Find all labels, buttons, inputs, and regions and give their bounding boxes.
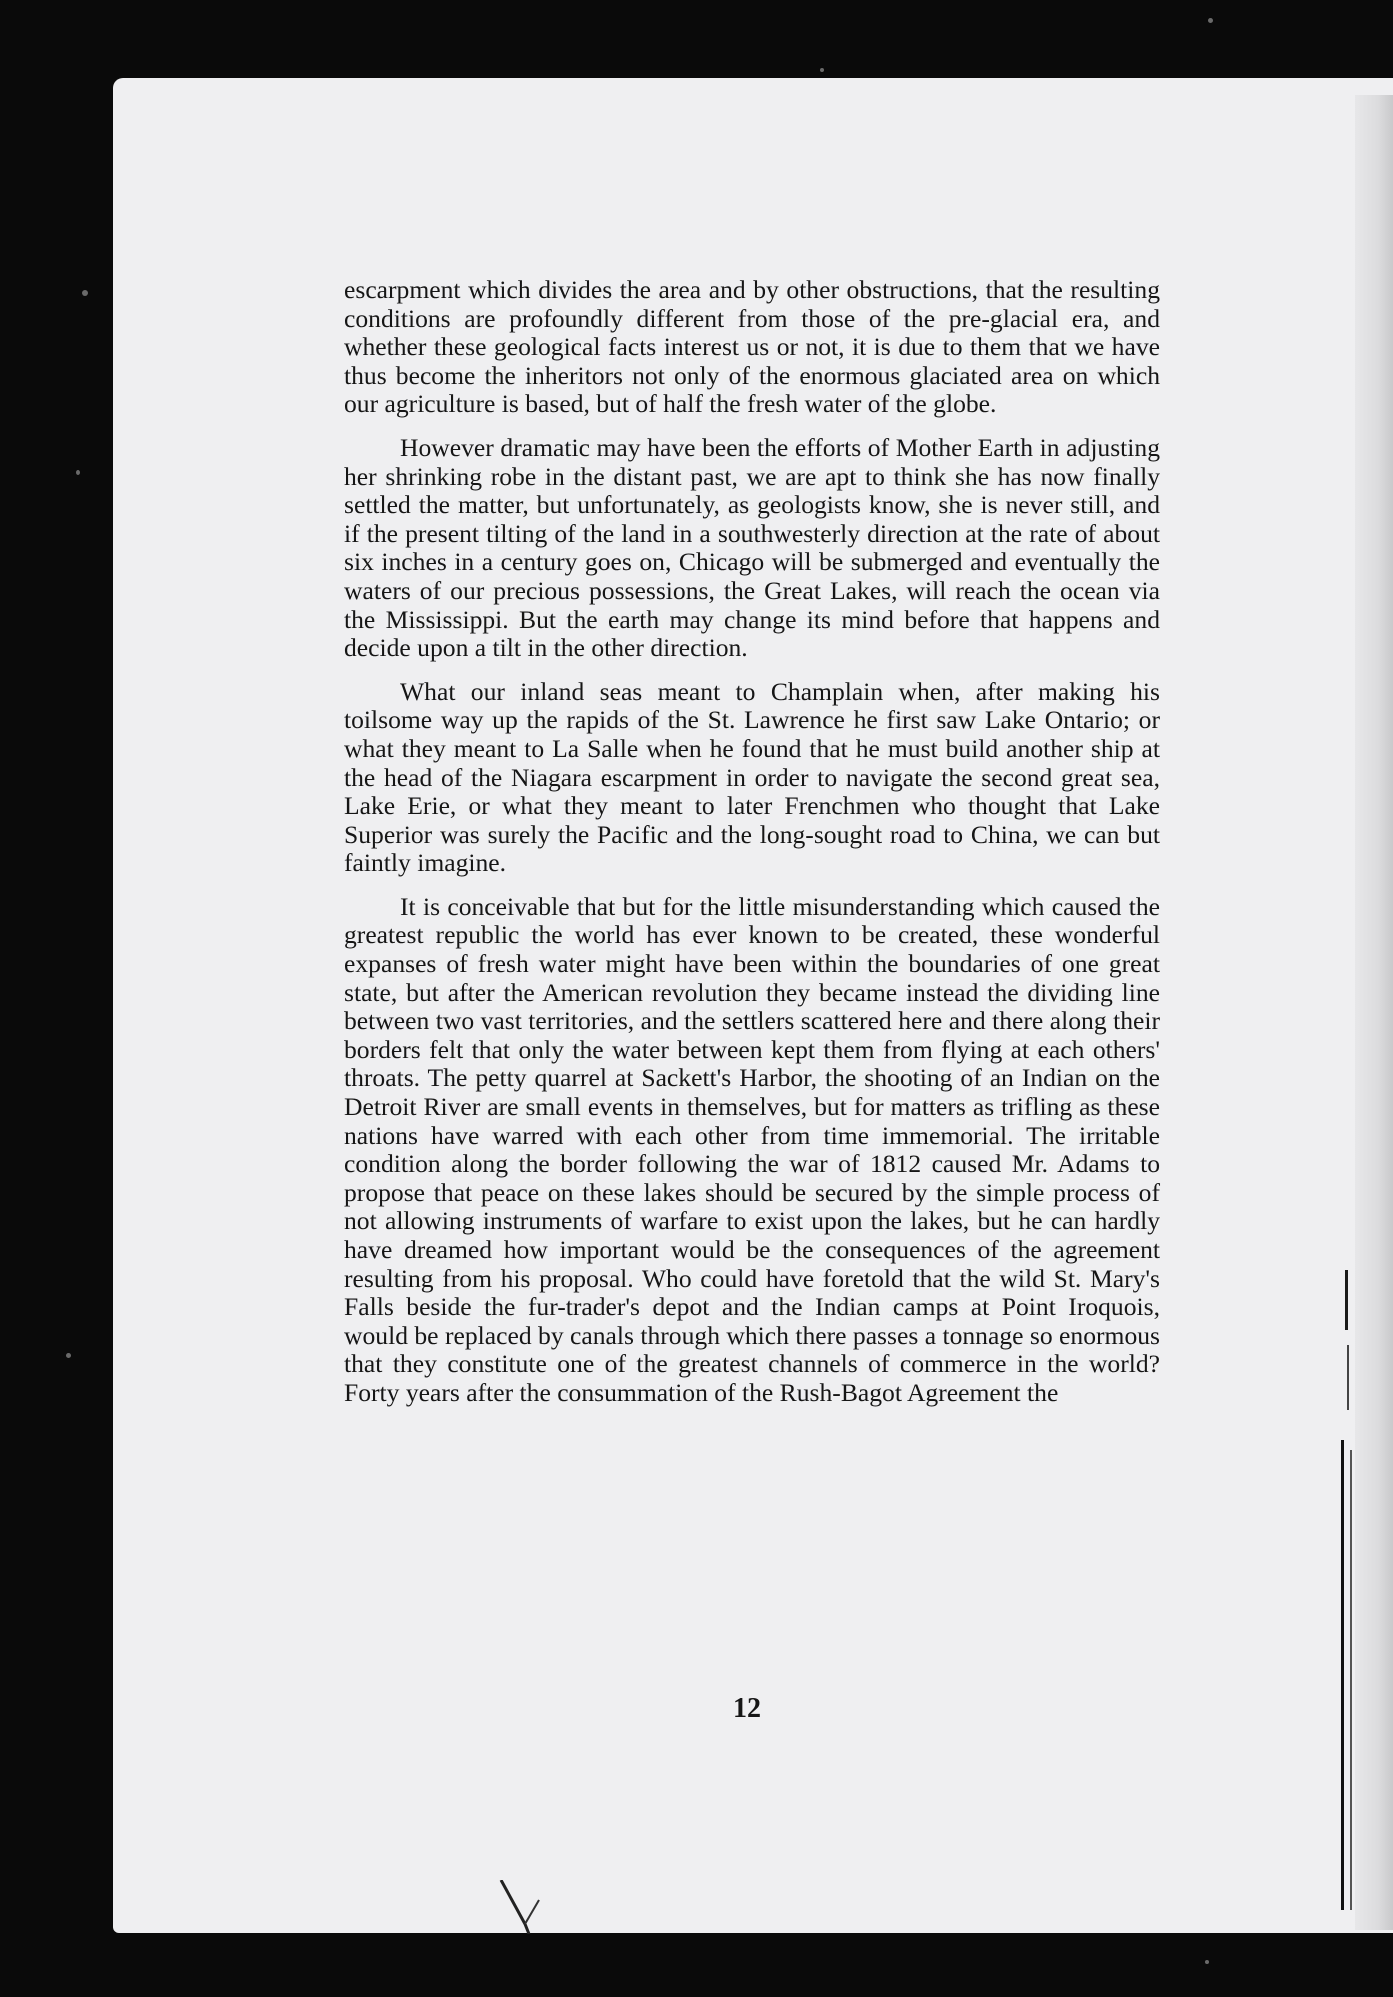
scan-speck xyxy=(1205,1960,1209,1964)
paragraph: escarpment which divides the area and by other obstructions, that the resulting conditions are profoundly different from those of the pre-glacial era, and whether these geological facts interest us or not, it is due to them that we have thus become the inheritors not only of the enormous glaciated area on which our agriculture is based, but of half the fresh water of the globe. xyxy=(344,275,1160,419)
scan-artifact-line xyxy=(1347,1345,1349,1410)
body-text xyxy=(344,276,1160,1423)
page-gutter-edge xyxy=(1355,95,1393,1930)
scan-artifact-mark xyxy=(495,1880,545,1934)
paragraph: However dramatic may have been the efforts of Mother Earth in adjusting her shrinking robe in the distant past, we are apt to think she has now finally settled the matter, but unfortunately, as geologists know, she is never still, and if the present tilting of the land in a southwesterly direction at the rate of about six inches in a century goes on, Chicago will be submerged and eventually the waters of our precious possessions, the Great Lakes, will reach the ocean via the Mississippi. But the earth may change its mind before that happens and decide upon a tilt in the other direction. xyxy=(344,432,1160,663)
scan-speck xyxy=(76,470,80,475)
scan-artifact-line xyxy=(1350,1450,1352,1910)
scan-speck xyxy=(1208,18,1213,23)
scan-artifact-line xyxy=(1345,1270,1348,1330)
scan-speck xyxy=(82,290,88,296)
page-number: 12 xyxy=(733,1693,761,1724)
scan-speck xyxy=(66,1353,71,1358)
scan-speck xyxy=(820,68,824,72)
paragraph: What our inland seas meant to Champlain when, after making his toilsome way up the rapids of the St. Lawrence he first saw Lake Ontario; or what they meant to La Salle when he found that he must build another ship at the head of the Niagara escarpment in order to navigate the second great sea, Lake Erie, or what they meant to later Frenchmen who thought that Lake Superior was surely the Pacific and the long-sought road to China, we can but faintly imagine. xyxy=(344,676,1160,878)
paragraph: It is conceivable that but for the little misunderstanding which caused the greatest republic the world has ever known to be created, these wonderful expanses of fresh water might have been within the boundaries of one great state, but after the American revolution they became instead the dividing line between two vast territories, and the settlers scattered here and there along their borders felt that only the water between kept them from flying at each others' throats. The petty quarrel at Sackett's Harbor, the shooting of an Indian on the Detroit River are small events in themselves, but for matters as trifling as these nations have warred with each other from time immemorial. The irritable condition along the border following the war of 1812 caused Mr. Adams to propose that peace on these lakes should be secured by the simple process of not allowing instruments of warfare to exist upon the lakes, but he can hardly have dreamed how important would be the consequences of the agreement resulting from his proposal. Who could have foretold that the wild St. Mary's Falls beside the fur-trader's depot and the Indian camps at Point Iroquois, would be replaced by canals through which there passes a tonnage so enormous that they constitute one of the greatest channels of commerce in the world? Forty years after the consummation of the Rush-Bagot Agreement the xyxy=(344,891,1160,1407)
scan-artifact-line xyxy=(1341,1440,1344,1910)
